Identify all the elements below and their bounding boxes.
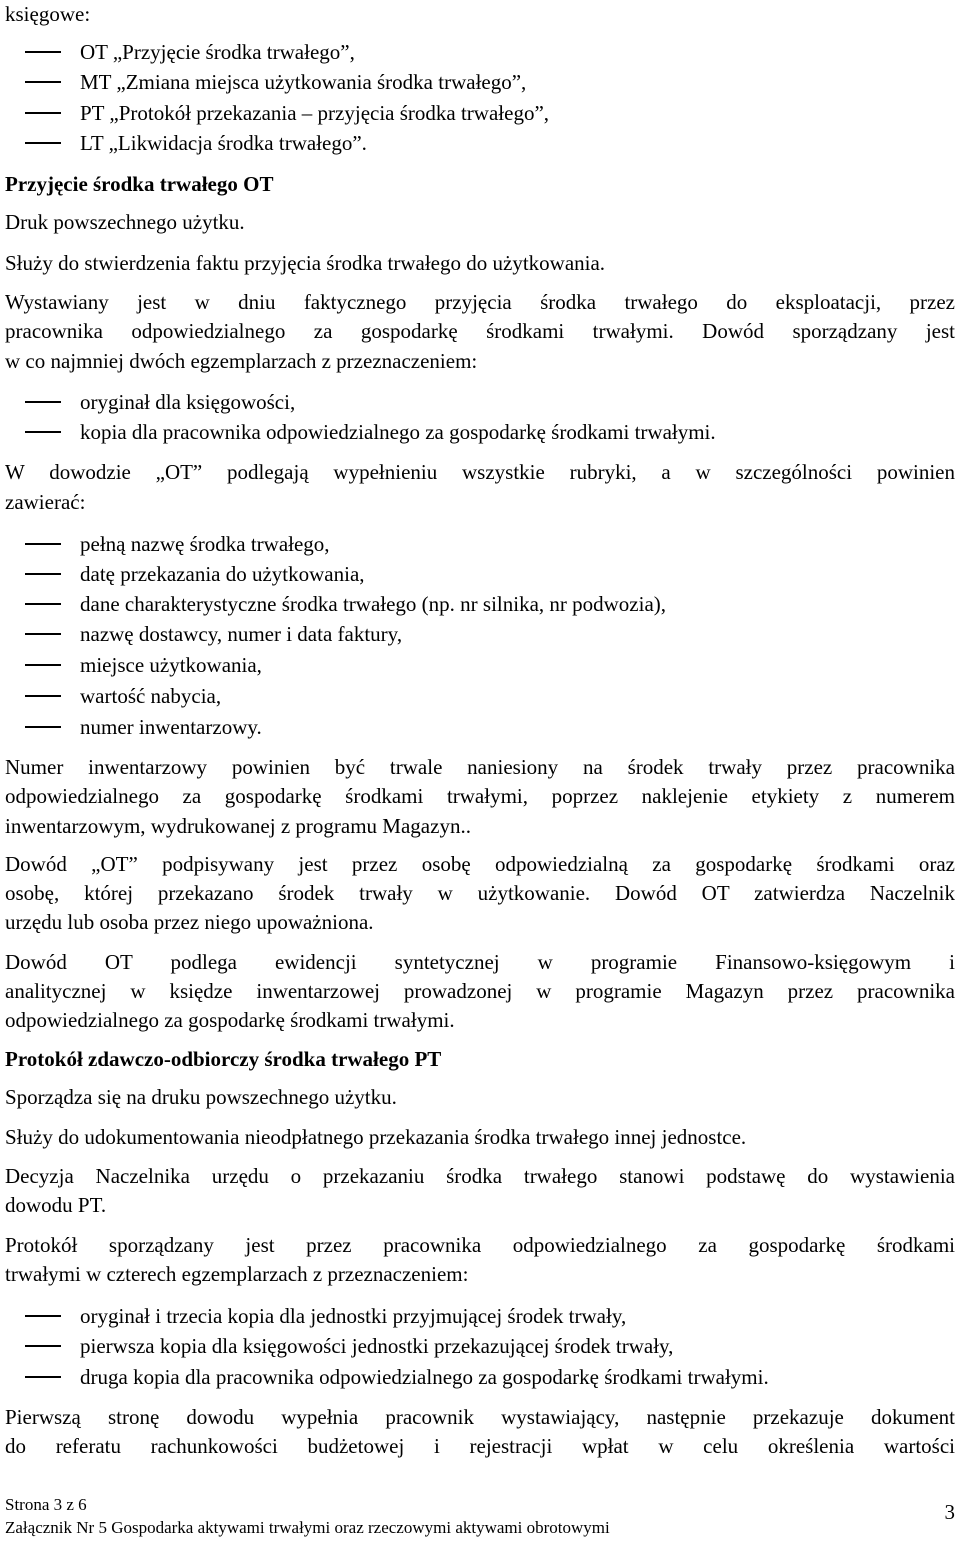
dash-bullet-icon [25,1315,61,1317]
paragraph-line: odpowiedzialnego za gospodarkę środkami trwałymi, poprzez naklejenie etykiety z numerem [5,784,955,808]
dash-bullet-icon [25,695,61,697]
paragraph-line: Wystawiany jest w dniu faktycznego przyjęcia środka trwałego do eksploatacji, przez [5,290,955,314]
dash-bullet-icon [25,1376,61,1378]
footer-page-label: Strona 3 z 6 [5,1495,87,1514]
paragraph-line: Protokół sporządzany jest przez pracownika odpowiedzialnego za gospodarkę środkami [5,1233,955,1257]
section-pt-heading: Protokół zdawczo-odbiorczy środka trwałego PT [5,1047,442,1071]
paragraph-line: pracownika odpowiedzialnego za gospodarkę środkami trwałymi. Dowód sporządzany jest [5,319,955,343]
paragraph-line: W dowodzie „OT” podlegają wypełnieniu wszystkie rubryki, a w szczególności powinien [5,460,955,484]
dash-bullet-icon [25,431,61,433]
dash-bullet-icon [25,664,61,666]
dash-bullet-icon [25,401,61,403]
dash-bullet-icon [25,112,61,114]
paragraph-line: inwentarzowym, wydrukowanej z programu Magazyn.. [5,814,471,838]
page-number: 3 [944,1500,955,1524]
dash-bullet-icon [25,51,61,53]
dash-bullet-icon [25,543,61,545]
paragraph-line: trwałymi w czterech egzemplarzach z przeznaczeniem: [5,1262,469,1286]
footer-attachment: Załącznik Nr 5 Gospodarka aktywami trwałymi oraz rzeczowymi aktywami obrotowymi [5,1518,610,1537]
dash-bullet-icon [25,573,61,575]
paragraph-line: analitycznej w księdze inwentarzowej prowadzonej w programie Magazyn przez pracownika [5,979,955,1003]
dash-bullet-icon [25,81,61,83]
dash-bullet-icon [25,1345,61,1347]
section-ot-heading: Przyjęcie środka trwałego OT [5,172,274,196]
paragraph-line: Pierwszą stronę dowodu wypełnia pracownik wystawiający, następnie przekazuje dokument [5,1405,955,1429]
intro-text: księgowe: [5,2,91,26]
paragraph-line: odpowiedzialnego za gospodarkę środkami trwałymi. [5,1008,455,1032]
dash-bullet-icon [25,726,61,728]
paragraph-line: zawierać: [5,490,86,514]
paragraph-line: Dowód „OT” podpisywany jest przez osobę odpowiedzialną za gospodarkę środkami oraz [5,852,955,876]
dash-bullet-icon [25,633,61,635]
paragraph-line: Decyzja Naczelnika urzędu o przekazaniu środka trwałego stanowi podstawę do wystawienia [5,1164,955,1188]
paragraph-line: Numer inwentarzowy powinien być trwale naniesiony na środek trwały przez pracownika [5,755,955,779]
paragraph-line: Dowód OT podlega ewidencji syntetycznej w programie Finansowo-księgowym i [5,950,955,974]
paragraph-line: w co najmniej dwóch egzemplarzach z przeznaczeniem: [5,349,478,373]
paragraph-line: dowodu PT. [5,1193,107,1217]
paragraph: Sporządza się na druku powszechnego użytku. [5,1085,397,1109]
paragraph-line: do referatu rachunkowości budżetowej i rejestracji wpłat w celu określenia wartości [5,1434,955,1458]
paragraph: Służy do udokumentowania nieodpłatnego przekazania środka trwałego innej jednostce. [5,1125,747,1149]
paragraph-line: urzędu lub osoba przez niego upoważniona. [5,910,374,934]
dash-bullet-icon [25,603,61,605]
paragraph: Służy do stwierdzenia faktu przyjęcia środka trwałego do użytkowania. [5,251,606,275]
paragraph-line: osobę, której przekazano środek trwały w użytkowanie. Dowód OT zatwierdza Naczelnik [5,881,955,905]
paragraph: Druk powszechnego użytku. [5,210,245,234]
dash-bullet-icon [25,142,61,144]
